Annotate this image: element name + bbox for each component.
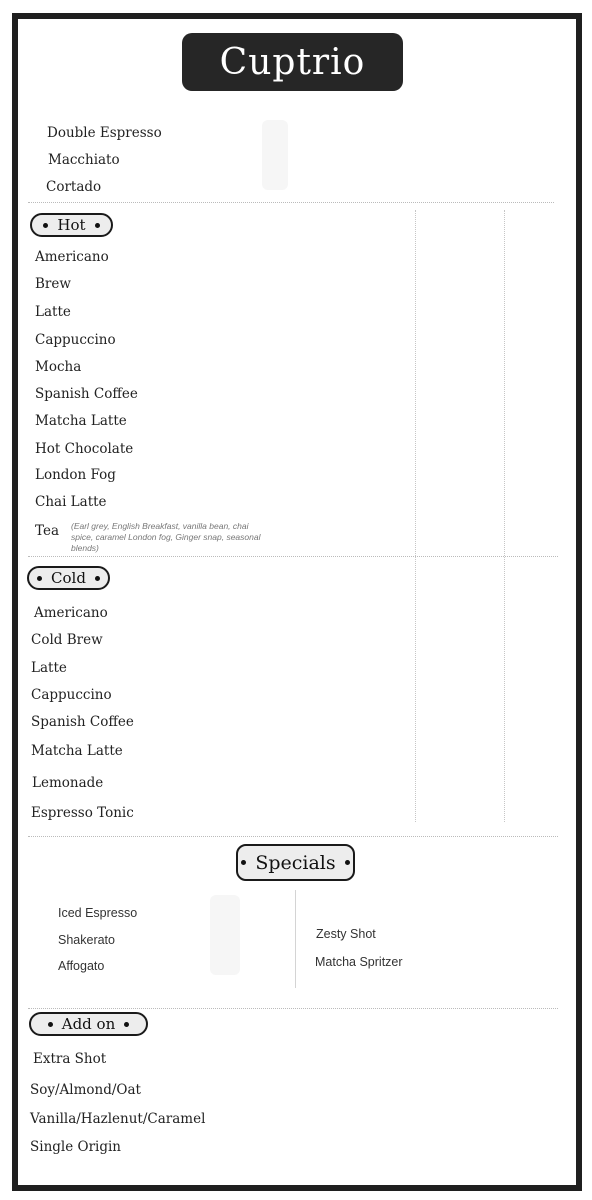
- faded-price-column: [210, 895, 240, 975]
- menu-item: Brew: [35, 276, 71, 292]
- bullet-icon: [124, 1022, 129, 1027]
- menu-item: Double Espresso: [47, 125, 162, 141]
- section-label: Specials: [255, 851, 336, 874]
- bullet-icon: [37, 576, 42, 581]
- menu-item: Tea: [35, 523, 59, 539]
- menu-item: Americano: [34, 605, 108, 621]
- addon-item: Extra Shot: [33, 1051, 107, 1067]
- bullet-icon: [345, 860, 350, 865]
- bullet-icon: [48, 1022, 53, 1027]
- faded-price-column: [262, 120, 288, 190]
- menu-item: Espresso Tonic: [31, 805, 134, 821]
- menu-title: Cuptrio: [182, 33, 403, 91]
- section-label: Hot: [57, 216, 86, 234]
- section-divider: [28, 556, 558, 557]
- menu-item: Mocha: [35, 359, 82, 375]
- special-item: Zesty Shot: [316, 927, 376, 941]
- addon-item: Single Origin: [30, 1139, 121, 1155]
- section-divider: [28, 202, 554, 203]
- bullet-icon: [95, 576, 100, 581]
- menu-item: Latte: [35, 304, 71, 320]
- menu-item: Cortado: [46, 179, 102, 195]
- price-column-line: [415, 210, 416, 822]
- menu-item: Macchiato: [48, 152, 120, 168]
- menu-item: Lemonade: [32, 775, 104, 791]
- section-header-specials: [236, 844, 355, 881]
- special-item: Shakerato: [58, 933, 115, 947]
- menu-item: Matcha Latte: [31, 743, 123, 759]
- special-item: Iced Espresso: [58, 906, 138, 920]
- section-header-cold: [27, 566, 110, 590]
- section-label: Cold: [51, 569, 86, 587]
- addon-item: Vanilla/Hazlenut/Caramel: [30, 1111, 206, 1127]
- specials-divider: [295, 890, 296, 988]
- menu-item: Cappuccino: [35, 332, 116, 348]
- bullet-icon: [43, 223, 48, 228]
- menu-item: Chai Latte: [35, 494, 107, 510]
- bullet-icon: [95, 223, 100, 228]
- menu-item: Latte: [31, 660, 67, 676]
- menu-item: Matcha Latte: [35, 413, 127, 429]
- menu-item: Spanish Coffee: [35, 386, 138, 402]
- section-header-hot: [30, 213, 113, 237]
- menu-item: Hot Chocolate: [35, 441, 134, 457]
- price-column-line: [504, 210, 505, 822]
- tea-note: (Earl grey, English Breakfast, vanilla bean, chai spice, caramel London fog, Ginger snap, seasonal blends): [71, 521, 261, 553]
- menu-item: Cold Brew: [31, 632, 103, 648]
- section-divider: [28, 1008, 558, 1009]
- bullet-icon: [241, 860, 246, 865]
- menu-item: Spanish Coffee: [31, 714, 134, 730]
- menu-item: Americano: [35, 249, 109, 265]
- addon-item: Soy/Almond/Oat: [30, 1082, 141, 1098]
- special-item: Matcha Spritzer: [315, 955, 403, 969]
- menu-item: London Fog: [35, 467, 116, 483]
- section-divider: [28, 836, 558, 837]
- section-header-addon: [29, 1012, 148, 1036]
- section-label: Add on: [61, 1015, 116, 1033]
- special-item: Affogato: [58, 959, 105, 973]
- menu-item: Cappuccino: [31, 687, 112, 703]
